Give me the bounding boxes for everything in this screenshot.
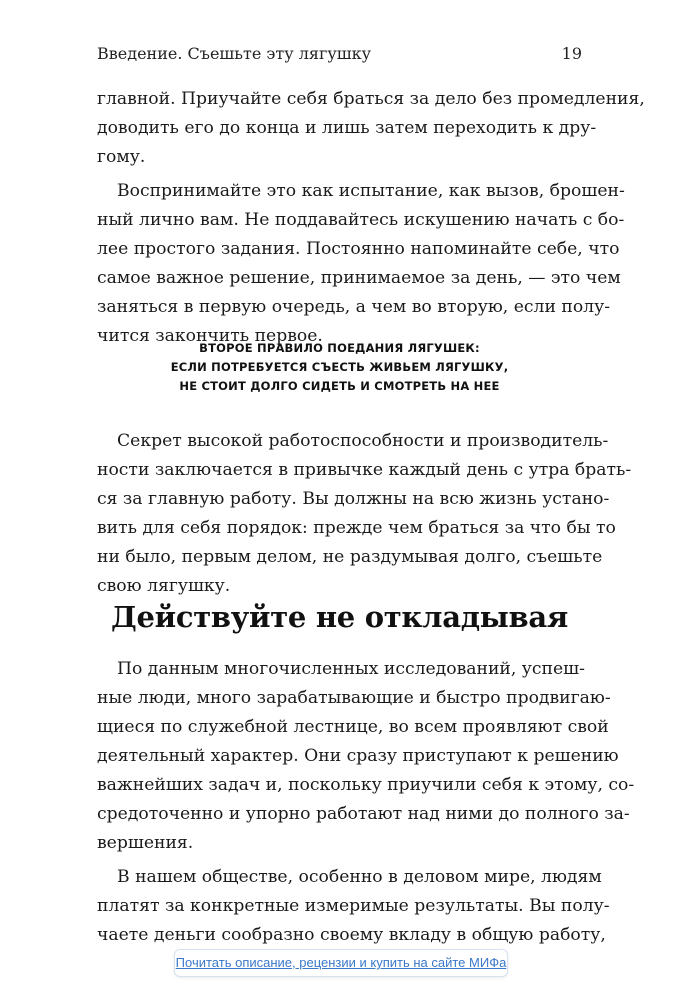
text-line: В нашем обществе, особенно в деловом мире, людям xyxy=(117,867,602,887)
text-line: чится закончить первое. xyxy=(97,326,323,346)
paragraph xyxy=(97,863,610,950)
text-line: заняться в первую очередь, а чем во вторую, если полу- xyxy=(97,297,611,317)
body-text-bottom xyxy=(97,655,635,950)
rule-callout xyxy=(97,339,582,396)
text-line: главной. Приучайте себя браться за дело без промедления, xyxy=(97,89,645,109)
text-line: Воспринимайте это как испытание, как вызов, брошен- xyxy=(117,181,625,201)
text-line: ся за главную работу. Вы должны на всю жизнь устано- xyxy=(97,489,610,509)
text-line: По данным многочисленных исследований, успеш- xyxy=(117,659,585,679)
text-line: свою лягушку. xyxy=(97,576,231,596)
body-text-top xyxy=(97,85,645,351)
rule-line: НЕ СТОИТ ДОЛГО СИДЕТЬ И СМОТРЕТЬ НА НЕЕ xyxy=(179,379,500,393)
page-header xyxy=(97,44,582,66)
running-title: Введение. Съешьте эту лягушку xyxy=(97,44,372,63)
text-line: гому. xyxy=(97,147,146,167)
text-line: лее простого задания. Постоянно напоминайте себе, что xyxy=(97,239,620,259)
buy-book-link[interactable]: Почитать описание, рецензии и купить на сайте МИФа xyxy=(174,949,508,977)
text-line: доводить его до конца и лишь затем переходить к дру- xyxy=(97,118,597,138)
text-line: ности заключается в привычке каждый день с утра брать- xyxy=(97,460,632,480)
text-line: самое важное решение, принимаемое за день, — это чем xyxy=(97,268,621,288)
paragraph xyxy=(97,85,645,172)
text-line: ные люди, много зарабатывающие и быстро продвигаю- xyxy=(97,688,611,708)
body-text-middle xyxy=(97,427,632,601)
page-number: 19 xyxy=(561,44,582,63)
text-line: Секрет высокой работоспособности и производитель- xyxy=(117,431,609,451)
paragraph xyxy=(97,177,625,351)
text-line: щиеся по служебной лестнице, во всем проявляют свой xyxy=(97,717,609,737)
text-line: платят за конкретные измеримые результаты. Вы полу- xyxy=(97,896,610,916)
rule-line: ЕСЛИ ПОТРЕБУЕТСЯ СЪЕСТЬ ЖИВЬЕМ ЛЯГУШКУ, xyxy=(170,360,509,374)
text-line: вить для себя порядок: прежде чем браться за что бы то xyxy=(97,518,616,538)
text-line: ни было, первым делом, не раздумывая долго, съешьте xyxy=(97,547,603,567)
text-line: средоточенно и упорно работают над ними до полного за- xyxy=(97,804,630,824)
text-line: важнейших задач и, поскольку приучили себя к этому, со- xyxy=(97,775,635,795)
text-line: вершения. xyxy=(97,833,194,853)
paragraph xyxy=(97,427,632,601)
rule-line: ВТОРОЕ ПРАВИЛО ПОЕДАНИЯ ЛЯГУШЕК: xyxy=(199,341,480,355)
text-line: ный лично вам. Не поддавайтесь искушению начать с бо- xyxy=(97,210,625,230)
section-heading: Действуйте не откладывая xyxy=(111,600,568,634)
text-line: чаете деньги сообразно своему вкладу в общую работу, xyxy=(97,925,606,945)
paragraph xyxy=(97,655,635,858)
text-line: деятельный характер. Они сразу приступают к решению xyxy=(97,746,619,766)
